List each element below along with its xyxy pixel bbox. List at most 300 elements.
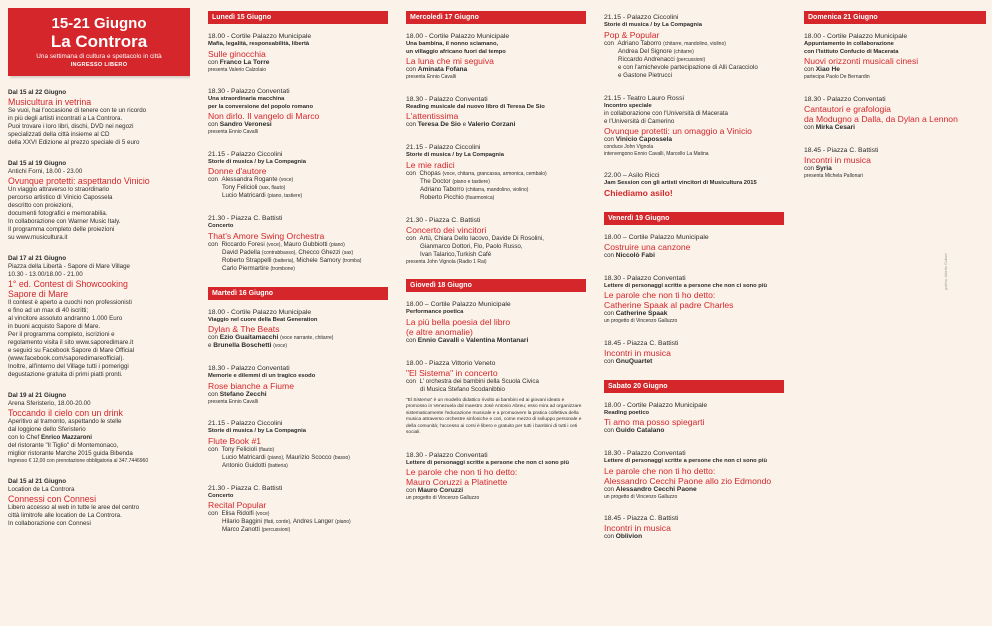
side-event-line: Inoltre, all'interno del Village tutti i pomeriggi [8,363,129,370]
event-coruzzi [406,451,586,502]
performer [208,526,388,534]
con-label: con [804,164,814,172]
event-time: 21.15 - Palazzo Ciccolini [208,150,283,158]
banner-entry: INGRESSO LIBERO [70,62,128,68]
event-line: in collaborazione con l'Università di Macerata [604,110,728,117]
guest-name: Xiao He [815,66,840,73]
event-title: Mauro Coruzzi a Platinette [406,477,508,487]
performer [208,192,388,200]
event-title: Donne d'autore [208,166,267,176]
con-label: con [604,357,614,365]
event-guest [804,165,986,173]
side-event-drink [8,392,190,465]
con-label: con [604,485,614,493]
event-subtitle: Performance poetica [406,309,464,315]
event-guest [406,66,586,74]
performer-name: Checco Ghezzi [298,248,341,256]
performer [406,178,586,186]
con-label: con [208,390,218,398]
event-subtitle: Memorie e dilemmi di un tragico esodo [208,373,316,379]
guest-name: Ennio Cavalli [417,336,460,344]
column-thu-fri-sat [604,0,784,626]
event-time: 18.00 - Cortile Palazzo Municipale [804,33,908,40]
performer [208,257,388,265]
side-event-line: Libero accesso al web in tutte le aree del centro [8,503,140,511]
side-event-vetrina [8,89,190,147]
side-event-line: della XXVI Edizione al prezzo speciale di 5 euro [8,139,140,146]
event-subtitle: Una straordinaria macchina [208,96,285,102]
event-cinesi [804,32,986,81]
event-presenter: un progetto di Vincenzo Galluzzo [604,493,678,500]
event-presenter: conduce John Vignola [604,144,654,150]
performer-name: Carlo Piermartire [222,264,269,272]
side-event-line: regolamento visita il sito www.saporedimare.it [8,339,134,346]
side-event-dates: Dal 19 al 21 Giugno [8,392,67,399]
event-presenter: intervengono Ennio Cavalli, Marcello La Matina [604,150,709,157]
performer [208,446,388,454]
event-title: Flute Book #1 [208,435,262,446]
con-label: con [804,123,814,131]
performer [208,176,388,184]
event-title: Ti amo ma posso spiegarti [604,417,705,427]
day-header-sabato: Sabato 20 Giugno [604,380,784,393]
side-event-line: In collaborazione con Warner Music Italy. [8,218,121,225]
design-credit: grafica: Alberto Giuliani [944,253,948,290]
event-omaggio-vinicio [604,94,784,158]
event-presenter: presenta Michela Pallonari [804,172,863,179]
performer-role: (basso) [333,454,350,461]
day-header-martedi: Martedì 16 Giugno [208,287,388,300]
performer-role: (sax, flauto) [259,185,286,191]
performer-role: (contrabbasso), [261,249,297,256]
con-label: con [804,66,814,73]
side-event-title: 1° ed. Contest di Showcooking [8,279,128,289]
event-time: 18.00 - Piazza Vittorio Veneto [406,359,496,367]
guest-name: Teresa De Sio [417,121,461,128]
performer-name: Mauro Gubbiotti [283,240,328,248]
performer [406,170,586,178]
performer-role: (trombone) [270,265,295,272]
performer-role: (fisarmonica) [465,194,495,201]
event-cecchi-paone [604,449,784,500]
side-event-line: Il programma completo delle proiezioni [8,226,115,233]
event-guest [604,358,784,366]
performer-name: Andres Langer [292,518,334,525]
side-event-hours: 10.30 - 13.00/18.00 - 21.00 [8,271,83,278]
performer-list: Ivan Talarico,Turkish Café [420,250,492,258]
con-label: con [406,121,416,128]
con-label: con [208,176,218,183]
event-title: da Modugno a Dalla, da Dylan a Lennon [804,113,958,124]
side-event-line: dal loggione dello Sferisterio [8,426,86,433]
side-event-title: Ovunque protetti: aspettando Vinicio [8,176,150,186]
event-swing-orchestra [208,214,388,273]
performer-name: Michele Samory [296,256,341,264]
performer-role: (chitarra, mandolino, violino) [465,186,529,193]
side-event-place: Piazza della Libertà - Sapore di Mare Village [8,263,130,270]
event-note: "El Sistema" è un modello didattico rivolto ai bambini ed ai giovani ideato e promosso in Venezuela dal maestro José Antonio Abreu; esso mira ad organizzare sistematicamente l'educazione musicale e a promuovere la pratica collettiva della musica attraverso orchestre sinfoniche e cori, come mezzo di sviluppo personale e della comunità; l'accesso ai corsi è libero e gratuito per tutti i bambini di tutti i ceti sociali. [406,397,582,435]
side-event-line: Per il programma completo, iscrizioni e [8,331,115,338]
side-event-title: Sapore di Mare [8,289,69,299]
event-radici [406,143,586,202]
event-title: That's Amore Swing Orchestra [208,230,325,241]
performer-name: Antonio Guidotti [222,461,267,469]
event-presenter: presenta Ennio Cavalli [208,398,259,405]
event-gnuquartet [604,339,784,366]
con-label: con [604,310,614,317]
performer-name: Roberto Picchio [420,193,464,201]
side-event-line: specializzati della città insieme al CD [8,131,110,138]
con-label: con [208,121,218,128]
performer-role: (voce), [266,241,282,248]
event-time: 18.30 - Palazzo Conventati [804,95,886,103]
performer [208,249,388,257]
event-guest [208,59,388,67]
event-title: Costruire una canzone [604,241,691,252]
performer-role: (percussioni) [676,56,706,63]
event-title: Chiediamo asilo! [604,187,673,198]
side-event-line: Puoi trovare i loro libri, dischi, DVD nei negozi [8,123,134,130]
guest-name: Aminata Fofana [417,66,468,73]
performer-name: Riccardo Andrenacci [618,55,675,63]
event-spaak [604,274,784,325]
guest-name: Franco La Torre [219,58,270,66]
event-attentissima [406,95,586,130]
con-label: con [406,336,416,344]
con-label: con [604,39,614,47]
side-event-line: e fino ad un max di 40 iscritti; [8,307,89,314]
performer [208,510,388,518]
performer-role: (piano) [335,519,351,525]
side-event-title: Musicultura in vetrina [8,97,92,107]
guest-name: Mirka Cesari [815,123,855,131]
event-line: e l'Università di Camerino [604,118,675,125]
event-ti-amo [604,401,784,436]
performer-name: Adriano Taborro [420,185,464,193]
performer [604,48,784,56]
side-event-line: miglior ristorante Marche 2015 guida Bibenda [8,450,133,457]
performer-role: (voce, chitarra, grancassa, armonica, cembalo) [442,170,547,177]
event-title: Cantautori e grafologia [804,103,891,114]
event-subtitle: Incontro speciale [604,102,652,109]
event-title: La più bella poesia del libro [406,316,511,327]
performer [208,454,388,462]
performer [406,186,586,194]
con-label: con [604,533,614,540]
event-guest [604,310,784,318]
performer [604,40,784,48]
performer-name: Chopas [419,169,441,177]
event-guest [406,121,586,129]
performer-role: (tromba) [342,257,362,264]
performer-name: Riccardo Foresi [221,240,265,248]
performer-name: Elisa Ridolfi [221,510,254,517]
guest-name: Mauro Coruzzi [417,487,464,494]
side-event-line: percorso artistico di Vinicio Capossela [8,194,113,201]
side-event-chef [8,434,190,442]
banner-dates: 15-21 Giugno [51,15,147,32]
guest-name: Ezio Guaitamacchi [219,334,279,341]
event-guest [208,334,388,342]
side-event-title: Connessi con Connesi [8,493,97,504]
event-title: Pop & Popular [604,29,660,40]
event-vangelo-marco [208,87,388,136]
performer-name: di Musica Stefano Scodanibbio [420,385,505,393]
event-subtitle: Una bambina, il nonno sciamano, [406,41,499,47]
event-time: 21.30 - Piazza C. Battisti [406,216,481,224]
event-title: Incontri in musica [804,154,871,165]
event-time: 18.00 - Cortile Palazzo Municipale [208,308,312,316]
event-time: 21.15 - Palazzo Ciccolini [604,14,679,21]
performer-role: (flauto) [258,446,275,453]
guest-name: GnuQuartet [615,357,653,365]
and-label: e [208,342,212,349]
performer-role: (voce) [273,343,288,349]
side-event-line: su www.musicultura.it [8,234,68,241]
event-poesia [406,300,586,345]
side-event-line: città limitrofe alle location de La Controra. [8,511,122,519]
event-title: Le parole che non ti ho detto: [604,290,716,300]
performer-role: (piano, tastiere) [267,193,303,199]
event-title: Dylan & The Beats [208,324,280,334]
event-subtitle: Reading poetico [604,409,650,416]
event-subtitle: Concerto [208,492,234,499]
performer-role: (voce) [279,177,294,183]
event-time: 21.30 - Piazza C. Battisti [208,484,283,492]
event-time: 18.00 - Cortile Palazzo Municipale [208,33,312,40]
guest-name: Alessandro Cecchi Paone [615,485,697,493]
banner-tagline: Una settimana di cultura e spettacolo in città [36,53,162,60]
event-subtitle: Appuntamento in collaborazione [804,41,894,47]
performer-name: Tony Felicioli [222,184,258,191]
day-header-domenica: Domenica 21 Giugno [804,11,986,24]
event-title: La luna che mi seguiva [406,56,494,66]
event-presenter: un progetto di Vincenzo Galluzzo [604,318,678,324]
performer-role: (batteria) [267,462,288,469]
event-sulle-ginocchia [208,32,388,73]
event-guest [604,427,784,435]
event-title: Non dirlo. Il vangelo di Marco [208,111,320,121]
performer-name: David Padella [222,248,261,256]
event-canzone [604,233,784,260]
event-guest [804,124,986,132]
side-event-line: al vincitore assoluto andranno 1.000 Euro [8,315,123,322]
performer-name: The Doctor [420,177,451,185]
event-presenter: presenta Ennio Cavalli [208,129,259,135]
event-subtitle: Storie di musica / by La Compagnia [406,152,504,158]
chef-prefix: con lo Chef [8,434,40,441]
event-guest [406,487,586,495]
event-el-sistema [406,359,586,437]
performer-name: Roberto Strappelli [222,256,272,264]
event-title: (e altre anomalie) [406,326,473,337]
side-event-dates: Dal 15 al 22 Giugno [8,89,67,96]
side-event-line: In collaborazione con Connesi [8,519,91,527]
guest-name: Valerio Corzani [467,121,516,128]
event-guest [208,121,388,129]
con-label: con [406,487,416,494]
con-label: con [208,334,218,341]
performer-name: L' orchestra dei bambini della Scuola Civica [419,377,539,385]
event-pop-popular [604,13,784,80]
column-intro [8,0,190,626]
con-label: con [406,66,416,73]
event-time: 18.00 - Cortile Palazzo Municipale [406,33,510,40]
performer-list: Artù, Chiara Dello Iacovo, Davide Di Rosolini, [419,234,544,242]
event-time: 18.30 - Palazzo Conventati [406,451,488,459]
side-event-title: Toccando il cielo con un drink [8,408,123,418]
title-banner [8,8,190,76]
event-title: Concerto dei vincitori [406,224,487,235]
event-title: Le parole che non ti ho detto: [604,465,716,476]
performer [208,265,388,273]
performer-role: (sax) [342,249,354,256]
event-vincitori [406,216,586,266]
event-time: 18.30 - Palazzo Conventati [208,88,290,95]
event-title: L'attentissima [406,111,459,121]
event-flute-book [208,419,388,470]
day-header-mercoledi: Mercoledì 17 Giugno [406,11,586,24]
performer-role: (piano) [329,241,345,248]
event-title: Rose bianche a Fiume [208,380,294,391]
chef-name: Enrico Mazzaroni [41,434,92,441]
event-subtitle: per la conversione del popolo romano [208,103,314,110]
event-guest [406,337,586,345]
side-event-line: degustazione gratuita di primi piatti pronti. [8,371,123,378]
guest-name: Sandro Veronesi [219,121,272,128]
event-title: Incontri in musica [604,347,671,358]
side-event-dates: Dal 17 al 21 Giugno [8,255,67,262]
event-subtitle: Viaggio nel cuore della Beat Generation [208,316,318,323]
event-title: Ovunque protetti: un omaggio a Vinicio [604,126,752,136]
guest-name: Vinicio Capossela [615,136,673,143]
guest-name: Stefano Zecchi [219,390,267,398]
performer [208,518,388,526]
side-event-place: Antichi Forni, 18.00 - 23.00 [8,168,83,175]
performer-role: (chitarre, mandolino, violino) [663,40,726,47]
side-event-line: in più degli artisti incontrati a La Controra. [8,115,123,122]
event-title: Alessandro Cecchi Paone allo zio Edmondo [604,475,772,486]
event-time: 18.30 - Palazzo Conventati [604,450,686,457]
event-guest [604,136,784,144]
performer-name: Alessandra Rogante [221,176,278,183]
event-recital-popular [208,484,388,535]
event-time: 18.00 - Cortile Palazzo Municipale [604,401,708,409]
con-label: con [208,240,218,248]
event-subtitle: Concerto [208,223,234,229]
performer-role: (piano), [267,454,285,461]
event-time: 18.00 – Cortile Palazzo Municipale [604,233,709,241]
performer [406,194,586,202]
banner-title: La Controra [50,32,148,51]
column-mon-tue [208,0,388,626]
side-event-line: descritto con proiezioni, [8,202,74,209]
event-subtitle: Reading musicale dal nuovo libro di Teresa De Sio [406,103,545,110]
event-title: Le parole che non ti ho detto: [406,467,518,477]
performer-name: Adriano Taborro [617,39,662,47]
performer-role: (flati, corde), [263,519,292,525]
performer-name: e con l'amichevole partecipazione di Alli Caracciolo [618,63,758,71]
event-subtitle: un villaggio africano fuori dal tempo [406,48,506,55]
side-event-dates: Dal 15 al 21 Giugno [8,477,67,485]
event-time: 18.30 - Palazzo Conventati [208,365,290,372]
con-label: con [604,251,614,259]
performer-role: (voce narrante, chitarre) [280,335,334,341]
side-event-place: Location de La Controra [8,485,75,493]
performer [604,56,784,64]
side-event-line: (www.facebook.com/saporedimareofficial). [8,355,125,362]
side-event-line: Aperitivo al tramonto, aspettando le stelle [8,418,122,425]
performer [208,241,388,249]
event-presenter: presenta Valerio Calzolaio [208,66,266,73]
side-event-line: Un viaggio attraverso lo straordinario [8,186,110,193]
performer-name: Lucio Matricardi [222,453,266,461]
performer-list: Gianmarco Dottori, Flo, Paolo Russo, [420,242,523,250]
performer [208,184,388,192]
event-subtitle: Lettere di personaggi scritte a persone che non ci sono più [604,458,767,464]
event-time: 21.15 - Teatro Lauro Rossi [604,94,684,102]
performer [208,462,388,470]
event-presenter: presenta Ennio Cavalli [406,74,457,80]
side-event-connessi [8,478,190,528]
event-title: Recital Popular [208,500,267,510]
side-event-line: e seguici su Facebook Sapore di Mare Official [8,347,135,354]
event-time: 18.45 - Piazza C. Battisti [804,146,879,154]
event-title: Catherine Spaak al padre Charles [604,300,734,310]
event-title: Nuovi orizzonti musicali cinesi [804,56,919,66]
event-title: "El Sistema" in concerto [406,367,498,378]
column-sun [804,0,986,626]
event-presenter: partecipa Paolo De Bernardin [804,74,870,80]
performer-name: Hilario Baggini [222,518,262,525]
event-dylan-beats [208,308,388,351]
performer-name: Andrea Del Signore [618,47,673,55]
event-grafologia [804,95,986,132]
guest-name: Syria [815,164,832,172]
event-presenter: un progetto di Vincenzo Galluzzo [406,495,480,501]
event-time: 21.30 - Piazza C. Battisti [208,215,283,222]
event-title: Le mie radici [406,159,455,170]
side-event-line: documenti fotografici e memorabilia. [8,210,108,217]
performer-name: Lucio Matricardi [222,192,266,199]
side-event-showcooking [8,255,190,379]
day-header-lunedi: Lunedì 15 Giugno [208,11,388,24]
performer-name: Maurizio Scocco [286,453,332,461]
side-event-line: Il contest è aperto a cuochi non professionisti [8,299,132,306]
event-guest [604,252,784,260]
column-wed-thu [406,0,586,626]
event-luna [406,32,586,81]
side-event-dates: Dal 15 al 19 Giugno [8,160,67,167]
event-time: 21.15 - Palazzo Ciccolini [208,420,283,427]
con-label: con [208,445,218,453]
event-time: 18.00 – Cortile Palazzo Municipale [406,301,511,308]
guest-name: Catherine Spaak [615,310,668,317]
con-label: con [604,427,614,434]
performer-name: Tony Felicioli [221,445,257,453]
event-time: 18.45 - Piazza C. Battisti [604,515,679,522]
side-event-vinicio [8,160,190,242]
con-label: con [208,58,218,66]
event-subtitle: Lettere di personaggi scritte a persone che non ci sono più [604,282,767,289]
and-label: e [462,121,467,128]
event-guest [208,342,388,350]
performer-role: (voce) [255,511,270,517]
performer-name: Marco Zanotti [222,526,260,533]
performer [406,378,586,386]
event-time: 22.00 – Asilo Ricci [604,172,660,179]
and-label: e [460,336,465,344]
